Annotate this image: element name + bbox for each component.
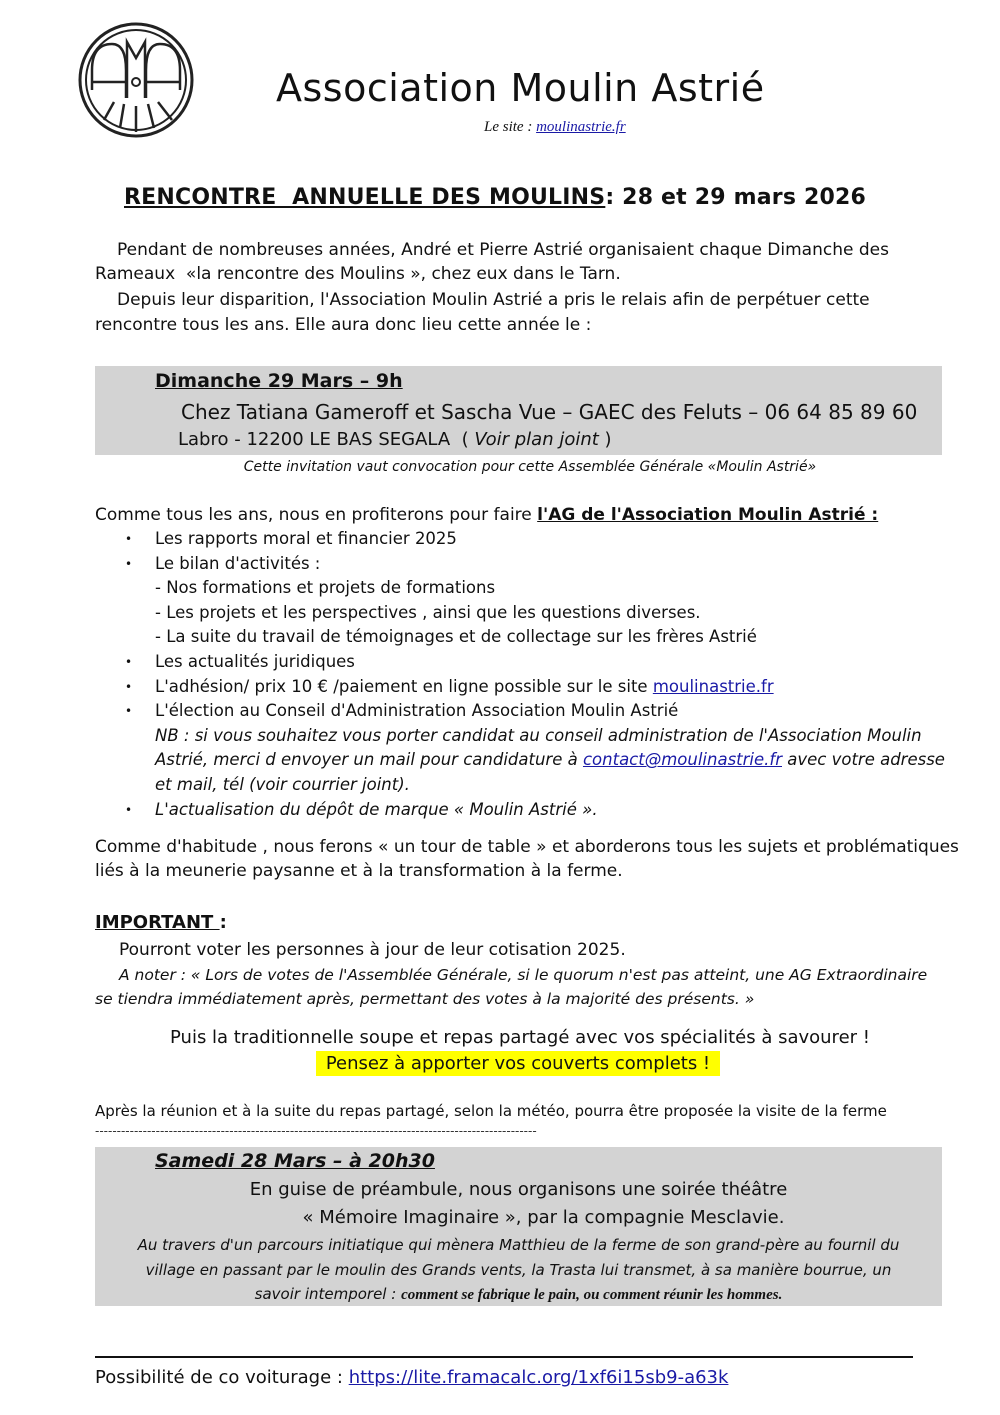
saturday-desc-3 bbox=[95, 1285, 942, 1304]
agenda-subitem: - Les projets et les perspectives , ainsi que les questions diverses. bbox=[155, 602, 701, 622]
agenda-lead-text: Comme tous les ans, nous en profiterons pour faire bbox=[95, 505, 538, 525]
ama-wheel-logo-icon bbox=[76, 20, 196, 140]
bullet-icon: • bbox=[125, 556, 133, 571]
page-title: Association Moulin Astrié bbox=[276, 66, 765, 110]
convocation-note: Cette invitation vaut convocation pour cette Assemblée Générale «Moulin Astrié» bbox=[243, 459, 817, 475]
election-note-line-3: et mail, tél (voir courrier joint). bbox=[155, 774, 410, 794]
saturday-desc-1: Au travers d'un parcours initiatique qui mènera Matthieu de la ferme de son grand-père au fournil du bbox=[137, 1236, 900, 1254]
bullet-icon: • bbox=[125, 654, 133, 669]
site-link[interactable]: moulinastrie.fr bbox=[536, 119, 626, 135]
agenda-item-text: Le bilan d'activités : bbox=[155, 553, 321, 573]
habitude-line-1: Comme d'habitude , nous ferons « un tour de table » et aborderons tous les sujets et problématiques bbox=[95, 837, 959, 857]
important-line-2: A noter : « Lors de votes de l'Assemblée Générale, si le quorum n'est pas atteint, une AG Extraordinaire bbox=[119, 966, 928, 984]
site-label: Le site : bbox=[484, 119, 537, 135]
event-heading bbox=[124, 185, 866, 210]
bullet-icon: • bbox=[125, 532, 133, 546]
important-heading bbox=[95, 911, 227, 935]
habitude-line-2: liés à la meunerie paysanne et à la transformation à la ferme. bbox=[95, 861, 623, 881]
agenda-lead-bold: l'AG de l'Association Moulin Astrié : bbox=[537, 505, 879, 525]
saturday-line-2: « Mémoire Imaginaire », par la compagnie Mesclavie. bbox=[302, 1207, 785, 1228]
important-label: IMPORTANT bbox=[95, 912, 220, 933]
agenda-item-text: Les rapports moral et financier 2025 bbox=[155, 529, 457, 548]
agenda-item-text: L'élection au Conseil d'Administration Association Moulin Astrié bbox=[155, 701, 679, 721]
saturday-desc-2: village en passant par le moulin des Grands vents, la Trasta lui transmet, à sa manière bourrue, un bbox=[145, 1261, 892, 1279]
saturday-date: Samedi 28 Mars – à 20h30 bbox=[155, 1150, 435, 1172]
heading-underlined: RENCONTRE ANNUELLE DES MOULINS bbox=[124, 185, 606, 210]
address-text: Labro - 12200 LE BAS SEGALA ( bbox=[178, 429, 475, 450]
highlighted-reminder: Pensez à apporter vos couverts complets ! bbox=[316, 1051, 720, 1076]
dashed-separator: ------------------------------------------------------------------------------------------------------ bbox=[95, 1124, 537, 1138]
agenda-subitem: - Nos formations et projets de formations bbox=[155, 578, 496, 598]
intro-line-4: rencontre tous les ans. Elle aura donc lieu cette année le : bbox=[95, 315, 592, 335]
agenda-lead bbox=[95, 503, 878, 527]
election-note-text-end: avec votre adresse bbox=[782, 750, 945, 770]
election-note-line-1: NB : si vous souhaitez vous porter candidat au conseil administration de l'Association Moulin bbox=[155, 725, 922, 745]
carpool-link[interactable]: https://lite.framacalc.org/1xf6i15sb9-a63k bbox=[348, 1367, 729, 1388]
bullet-icon: • bbox=[125, 802, 133, 817]
agenda-item bbox=[95, 798, 945, 823]
site-line bbox=[484, 119, 626, 136]
saturday-desc-3-emphasis: comment se fabrique le pain, ou comment réunir les hommes. bbox=[401, 1287, 783, 1303]
agenda-subitem: - La suite du travail de témoignages et de collectage sur les frères Astrié bbox=[155, 627, 757, 647]
important-colon: : bbox=[219, 912, 227, 933]
bullet-icon: • bbox=[125, 704, 133, 719]
sunday-date: Dimanche 29 Mars – 9h bbox=[155, 370, 403, 392]
membership-link[interactable]: moulinastrie.fr bbox=[652, 676, 774, 696]
footer-rule bbox=[95, 1356, 913, 1358]
agenda-item-text: L'adhésion/ prix 10 € /paiement en ligne possible sur le site bbox=[155, 676, 653, 696]
agenda-item bbox=[95, 527, 945, 552]
saturday-line-1: En guise de préambule, nous organisons une soirée théâtre bbox=[249, 1179, 788, 1200]
intro-line-2: Rameaux «la rencontre des Moulins », chez eux dans le Tarn. bbox=[95, 264, 621, 284]
agenda-item bbox=[95, 675, 945, 700]
heading-dates: : 28 et 29 mars 2026 bbox=[605, 185, 867, 210]
election-note-text: Astrié, merci d envoyer un mail pour candidature à bbox=[155, 750, 583, 770]
contact-email-link[interactable]: contact@moulinastrie.fr bbox=[582, 750, 782, 770]
saturday-desc-3-text: savoir intemporel : bbox=[254, 1285, 402, 1303]
important-line-3: se tiendra immédiatement après, permettant des votes à la majorité des présents. » bbox=[95, 990, 755, 1008]
association-logo bbox=[76, 20, 196, 140]
agenda-item bbox=[95, 699, 945, 724]
important-line-1: Pourront voter les personnes à jour de leur cotisation 2025. bbox=[119, 940, 626, 960]
intro-line-3: Depuis leur disparition, l'Association Moulin Astrié a pris le relais afin de perpétuer cette bbox=[117, 290, 870, 310]
meal-line: Puis la traditionnelle soupe et repas partagé avec vos spécialités à savourer ! bbox=[170, 1027, 870, 1048]
agenda-item-text: L'actualisation du dépôt de marque « Moulin Astrié ». bbox=[155, 799, 598, 819]
map-reference: Voir plan joint bbox=[474, 429, 599, 450]
intro-line-1: Pendant de nombreuses années, André et Pierre Astrié organisaient chaque Dimanche des bbox=[117, 240, 889, 260]
agenda-item bbox=[95, 552, 945, 577]
bullet-icon: • bbox=[125, 679, 133, 694]
election-note-line-2 bbox=[95, 748, 945, 773]
meal-reminder bbox=[0, 1052, 1000, 1076]
carpool-line bbox=[95, 1366, 728, 1390]
agenda-item bbox=[95, 650, 945, 675]
after-meeting-note: Après la réunion et à la suite du repas partagé, selon la météo, pourra être proposée la visite de la ferme bbox=[95, 1102, 887, 1120]
address-end: ) bbox=[598, 429, 612, 450]
carpool-label: Possibilité de co voiturage : bbox=[95, 1367, 349, 1388]
sunday-address bbox=[178, 429, 612, 450]
agenda-list bbox=[95, 527, 945, 822]
sunday-host: Chez Tatiana Gameroff et Sascha Vue – GAEC des Feluts – 06 64 85 89 60 bbox=[181, 400, 918, 424]
agenda-item-text: Les actualités juridiques bbox=[155, 651, 355, 671]
